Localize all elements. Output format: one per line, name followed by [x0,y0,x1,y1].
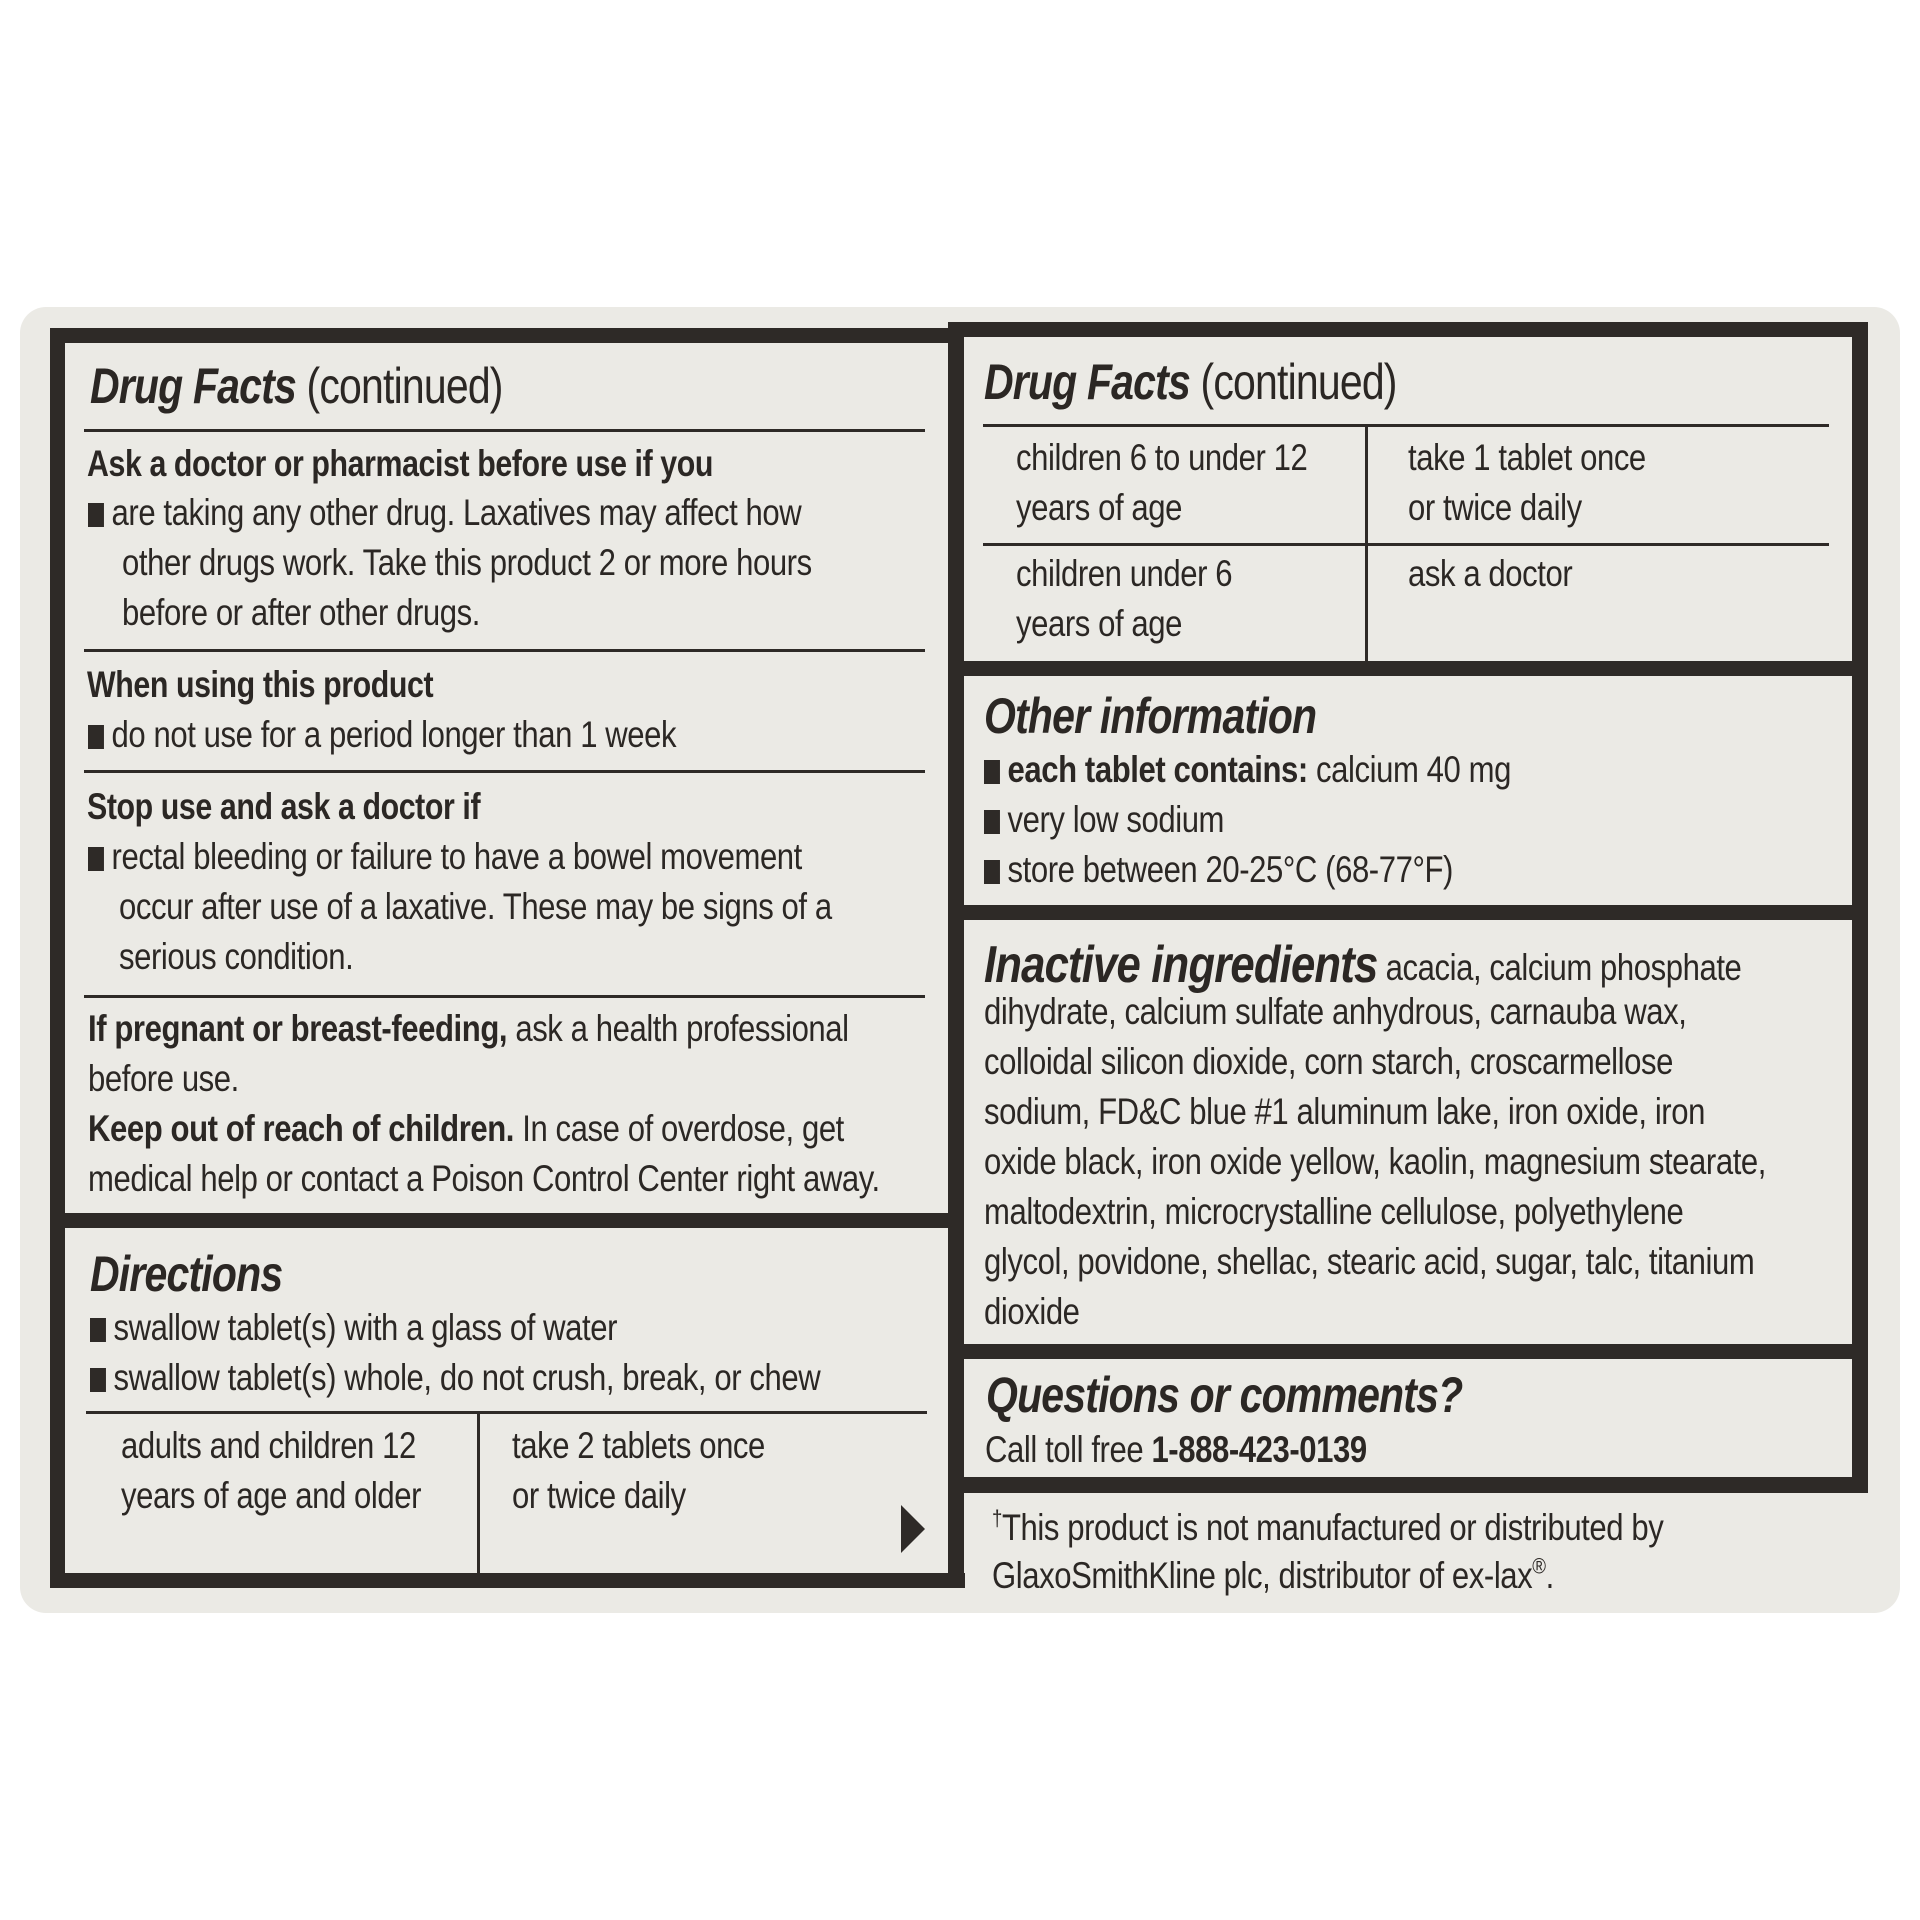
footnote-period: . [1545,1555,1554,1596]
bullet-text: do not use for a period longer than 1 week [111,714,677,755]
title-bold: Drug Facts [984,354,1190,410]
footnote-line-1 [992,1503,1663,1553]
pregnant-bold: If pregnant or breast-feeding, [88,1008,508,1049]
center-divider [948,322,964,1588]
inactive-ingredients-line-4: sodium, FD&C blue #1 aluminum lake, iron oxide, iron [984,1091,1705,1132]
ingredients-text: acacia, calcium phosphate [1377,947,1742,988]
left-rule-4 [84,995,925,998]
title-bold: Drug Facts [90,358,296,414]
bullet-text: swallow tablet(s) whole, do not crush, break, or chew [113,1357,821,1398]
ask-doctor-bullet-line-3: before or after other drugs. [122,592,480,633]
questions-call-line [985,1425,1367,1475]
bullet-square-icon [88,847,104,871]
left-panel-bottom-border [50,1573,965,1588]
when-using-bullet [88,710,676,760]
right-inactive-divider [948,1344,1868,1359]
dagger-symbol: † [992,1505,1002,1531]
inactive-ingredients-line-1 [984,935,1741,995]
left-panel-top-border [50,328,963,343]
dosage-row-1-age-line-2: years of age [1016,487,1183,528]
bullet-text: calcium 40 mg [1307,749,1511,790]
inactive-ingredients-line-5: oxide black, iron oxide yellow, kaolin, magnesium stearate, [984,1141,1767,1182]
directions-table-age-line-1: adults and children 12 [121,1425,416,1466]
dosage-row-2-age-line-1: children under 6 [1016,553,1233,594]
directions-table-top-rule [86,1411,927,1414]
keep-out-rest: In case of overdose, get [514,1108,844,1149]
stop-use-bullet-line-1 [88,832,802,882]
stop-use-heading: Stop use and ask a doctor if [87,786,481,827]
title-continued: (continued) [306,358,503,414]
registered-mark: ® [1532,1553,1546,1579]
other-info-bullet-3 [984,845,1453,895]
keep-out-line-2: medical help or contact a Poison Control Center right away. [88,1158,880,1199]
pregnant-line-2: before use. [88,1058,239,1099]
directions-table-age-line-2: years of age and older [121,1475,422,1516]
footnote-text: GlaxoSmithKline plc, distributor of ex-lax [992,1555,1533,1596]
bullet-square-icon [90,1368,106,1392]
keep-out-bold: Keep out of reach of children. [88,1108,515,1149]
footnote-line-2 [992,1551,1554,1601]
bullet-text: rectal bleeding or failure to have a bowel movement [111,836,802,877]
pregnant-line-1 [88,1004,849,1054]
title-continued: (continued) [1200,354,1397,410]
inactive-ingredients-title: Inactive ingredients [984,936,1378,994]
left-panel-title [90,356,503,416]
inactive-ingredients-line-6: maltodextrin, microcrystalline cellulose, polyethylene [984,1191,1684,1232]
dosage-row-1-age-line-1: children 6 to under 12 [1016,437,1308,478]
right-other-info-divider [948,905,1868,920]
bullet-square-icon [984,760,1000,784]
inactive-ingredients-line-2: dihydrate, calcium sulfate anhydrous, carnauba wax, [984,991,1687,1032]
right-panel-title [984,352,1397,412]
other-information-title: Other information [984,688,1317,744]
call-label: Call toll free [985,1429,1152,1470]
dosage-row-1-dose-line-1: take 1 tablet once [1408,437,1646,478]
directions-bullet-2 [90,1353,820,1403]
right-questions-bottom-border [948,1477,1868,1493]
other-info-bullet-1 [984,745,1511,795]
continue-arrow-icon [901,1505,925,1553]
ask-doctor-bullet-line-2: other drugs work. Take this product 2 or more hours [122,542,812,583]
inactive-ingredients-line-8: dioxide [984,1291,1080,1332]
directions-bullet-1 [90,1303,617,1353]
dosage-row-1-dose-line-2: or twice daily [1408,487,1582,528]
stop-use-bullet-line-2: occur after use of a laxative. These may be signs of a [119,886,832,927]
when-using-heading: When using this product [87,664,434,705]
ask-doctor-heading: Ask a doctor or pharmacist before use if you [87,443,714,484]
bullet-square-icon [984,860,1000,884]
bullet-bold: each tablet contains: [1007,749,1308,790]
right-table-bottom-divider [948,661,1868,676]
left-rule-3 [84,770,925,773]
other-info-bullet-2 [984,795,1224,845]
left-rule-2 [84,649,925,652]
bullet-text: swallow tablet(s) with a glass of water [113,1307,618,1348]
keep-out-line-1 [88,1104,844,1154]
inactive-ingredients-line-7: glycol, povidone, shellac, stearic acid, sugar, talc, titanium [984,1241,1755,1282]
right-title-rule [983,424,1829,427]
ask-doctor-bullet-line-1 [88,488,801,538]
bullet-square-icon [90,1318,106,1342]
directions-title: Directions [90,1246,283,1302]
bullet-text: store between 20-25°C (68-77°F) [1007,849,1453,890]
footnote-text: This product is not manufactured or distributed by [1001,1507,1664,1548]
bullet-text: very low sodium [1007,799,1225,840]
bullet-square-icon [984,810,1000,834]
dosage-row-2-dose-line-1: ask a doctor [1408,553,1573,594]
inactive-ingredients-line-3: colloidal silicon dioxide, corn starch, croscarmellose [984,1041,1674,1082]
bullet-square-icon [88,725,104,749]
left-directions-divider [50,1213,964,1228]
phone-number: 1-888-423-0139 [1151,1429,1367,1470]
bullet-square-icon [88,503,104,527]
directions-table-column-rule [477,1411,480,1574]
right-panel-top-border [948,322,1865,337]
left-title-rule [84,429,925,432]
bullet-text: are taking any other drug. Laxatives may affect how [111,492,802,533]
pregnant-rest: ask a health professional [507,1008,849,1049]
directions-table-dose-line-2: or twice daily [512,1475,686,1516]
dosage-table-row-rule [983,543,1829,546]
questions-title: Questions or comments? [986,1367,1463,1423]
directions-table-dose-line-1: take 2 tablets once [512,1425,765,1466]
stop-use-bullet-line-3: serious condition. [119,936,354,977]
left-panel-left-border [50,328,65,1588]
dosage-row-2-age-line-2: years of age [1016,603,1183,644]
